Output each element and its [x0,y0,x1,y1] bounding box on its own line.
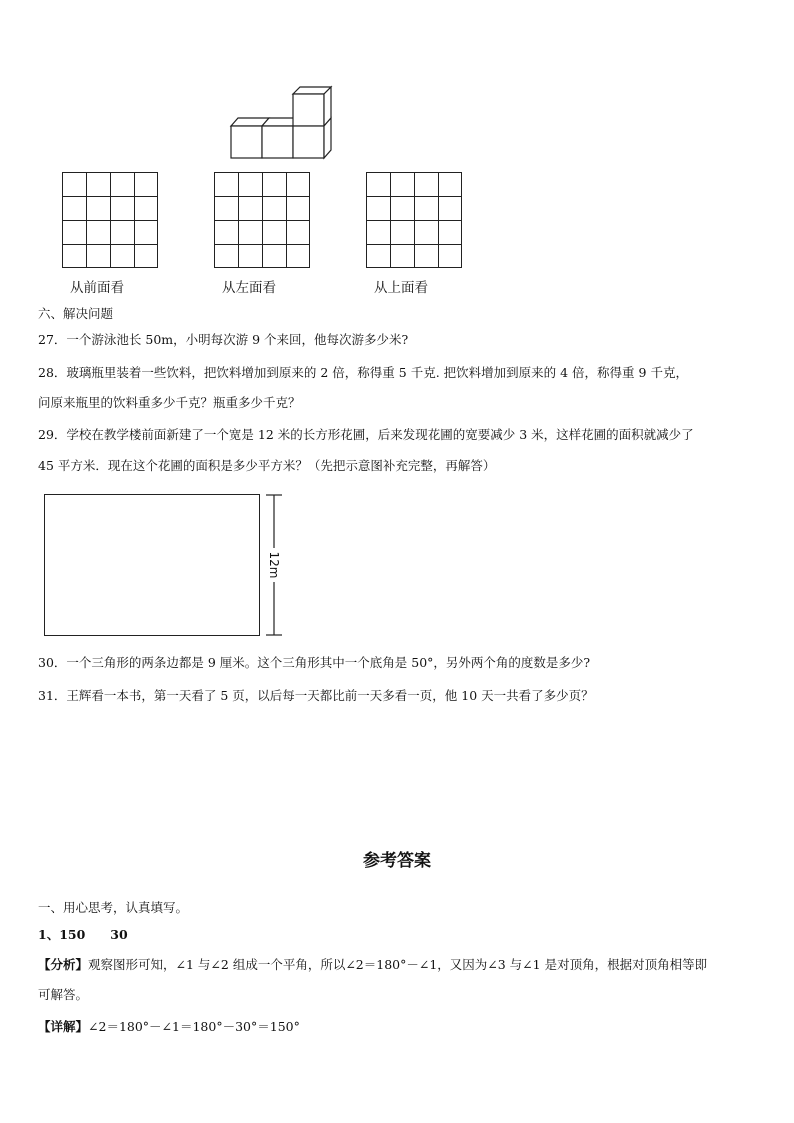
analysis-tag: 【分析】 [38,957,89,972]
detail-text: ∠2＝180°－∠1＝180°－30°＝150° [88,1019,300,1034]
answers-section1-heading: 一、用心思考，认真填写。 [38,900,189,915]
question-28-line1: 28．玻璃瓶里装着一些饮料，把饮料增加到原来的 2 倍，称得重 5 千克. 把饮料增加到原来的 4 倍，称得重 9 千克， [38,365,688,380]
question-29-line2: 45 平方米．现在这个花圃的面积是多少平方米？（先把示意图补充完整，再解答） [38,458,496,473]
left-view-grid[interactable] [214,172,310,268]
answer-key-title: 参考答案 [363,851,431,871]
analysis-line2: 可解答。 [38,987,89,1002]
question-27: 27．一个游泳池长 50m，小明每次游 9 个来回，他每次游多少米? [38,332,409,347]
analysis-text: 观察图形可知，∠1 与∠2 组成一个平角，所以∠2＝180°－∠1，又因为∠3 与∠1 是对顶角，根据对顶角相等即 [88,957,708,972]
front-view-grid[interactable] [62,172,158,268]
question-30: 30．一个三角形的两条边都是 9 厘米。这个三角形其中一个底角是 50°，另外两个角的度数是多少? [38,655,591,670]
question-29-line1: 29．学校在教学楼前面新建了一个宽是 12 米的长方形花圃，后来发现花圃的宽要减少 3 米，这样花圃的面积就减少了 [38,427,694,442]
detail-tag: 【详解】 [38,1019,89,1034]
question-31: 31．王辉看一本书，第一天看了 5 页，以后每一天都比前一天多看一页，他 10 天一共看了多少页？ [38,688,594,703]
front-view-caption: 从前面看 [70,280,124,296]
question-28-line2: 问原来瓶里的饮料重多少千克？瓶重多少千克？ [38,395,301,410]
analysis-line1 [38,956,707,974]
detail-line [38,1018,300,1036]
left-view-caption: 从左面看 [222,280,276,296]
garden-rectangle[interactable] [44,494,260,636]
top-view-grid[interactable] [366,172,462,268]
answer-1: 1、150 30 [38,927,128,942]
width-label: 12m [267,551,281,579]
section6-heading: 六、解决问题 [38,306,114,321]
cube-stack-figure [226,84,338,162]
top-view-caption: 从上面看 [374,280,428,296]
